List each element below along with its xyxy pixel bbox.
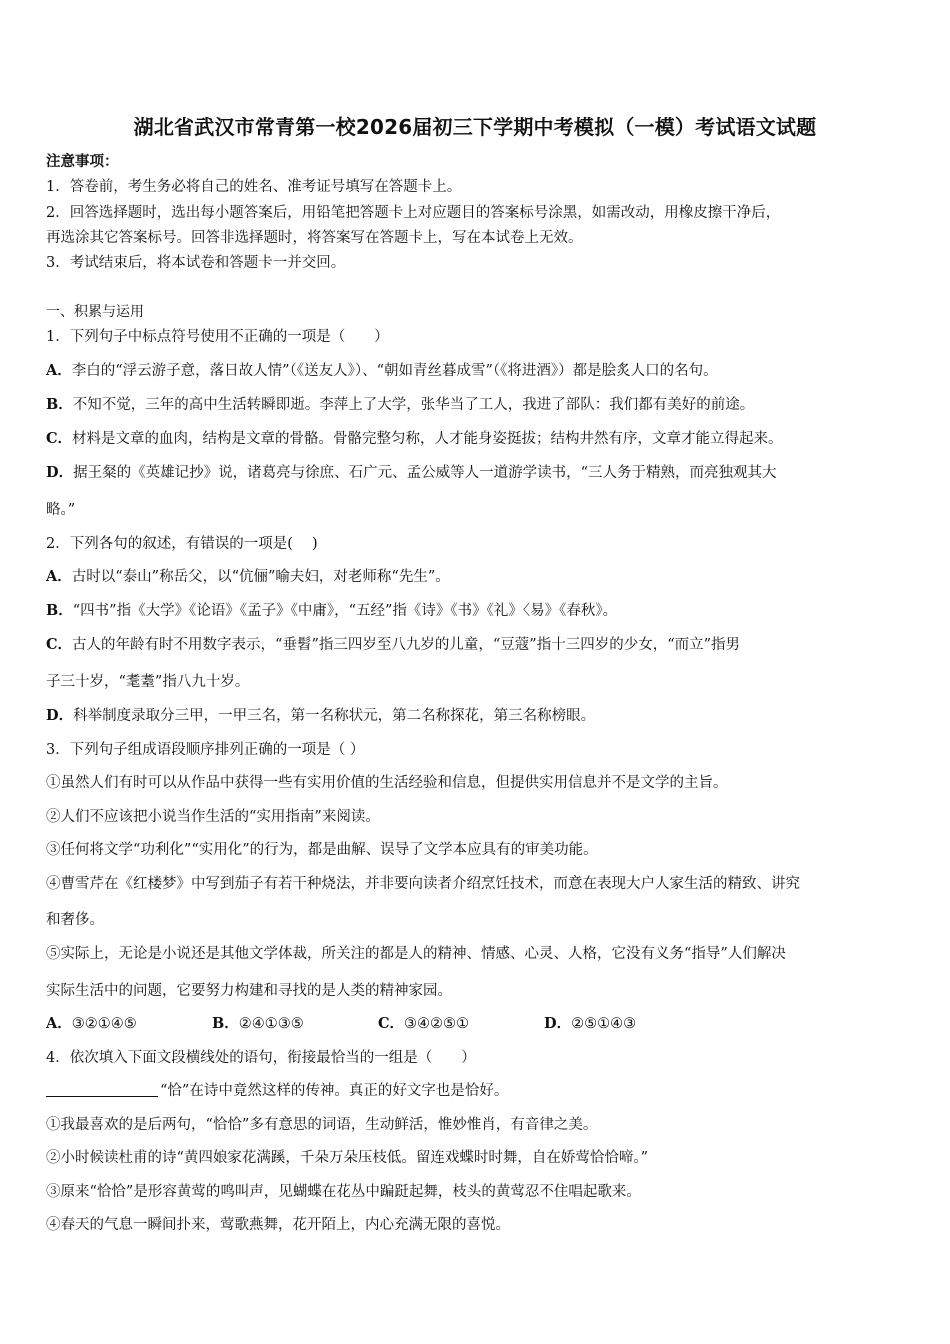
notice-item-2: 2．回答选择题时，选出每小题答案后，用铅笔把答题卡上对应题目的答案标号涂黑，如需改动，用橡皮擦干净后， [46,205,781,221]
q3-option-c [378,1014,544,1034]
q3-option-a [46,1014,212,1034]
notice-item-3: 3．考试结束后，将本试卷和答题卡一并交回。 [46,255,346,271]
option-text: ②④①③⑤ [238,1016,304,1032]
option-text: ②⑤①④③ [571,1016,637,1032]
section-heading: 一、积累与运用 [46,304,144,320]
page-title: 湖北省武汉市常青第一校2026届初三下学期中考模拟（一模）考试语文试题 [133,115,817,139]
q1-stem: 1．下列句子中标点符号使用不正确的一项是（ ） [46,329,389,345]
option-label: D． [46,707,74,724]
option-label: B． [46,602,73,619]
q4-stem: 4．依次填入下面文段横线处的语句，衔接最恰当的一组是（ ） [46,1050,476,1066]
q3-option-b [212,1014,378,1034]
option-text: 古时以“泰山”称岳父，以“伉俪”喻夫妇，对老师称“先生”。 [71,569,450,585]
q2-option-b [46,601,908,621]
option-text: 古人的年龄有时不用数字表示，“垂髫”指三四岁至八九岁的儿童，“豆蔻”指十三四岁的少女，“而立”指男 [72,637,741,653]
q4-sentence-1: ①我最喜欢的是后两句，“恰恰”多有意思的词语，生动鲜活，惟妙惟肖，有音律之美。 [46,1117,598,1133]
option-label: B． [46,396,73,413]
notice-heading: 注意事项： [46,153,119,170]
q1-option-d-cont: 略。” [46,502,76,518]
q3-stem: 3．下列句子组成语段顺序排列正确的一项是（ ） [46,742,365,758]
q4-sentence-4: ④春天的气息一瞬间扑来，莺歌燕舞，花开陌上，内心充满无限的喜悦。 [46,1217,510,1233]
q3-sentence-5: ⑤实际上，无论是小说还是其他文学体裁，所关注的都是人的精神、情感、心灵、人格，它没有义务“指导”人们解决 [46,946,786,962]
option-label: C． [46,430,73,447]
option-text: 李白的“浮云游子意，落日故人情”（《送友人》）、“朝如青丝暮成雪”（《将进酒》）都是脍炙人口的名句。 [71,363,718,379]
option-label: A． [46,1015,72,1032]
q4-sentence-2: ②小时候读杜甫的诗“黄四娘家花满蹊，千朵万朵压枝低。留连戏蝶时时舞，自在娇莺恰恰啼。” [46,1150,649,1166]
q3-sentence-4-cont: 和奢侈。 [46,912,104,928]
q2-option-c-cont: 子三十岁，“耄耋”指八九十岁。 [46,674,250,690]
option-label: B． [212,1015,239,1032]
option-label: C． [46,636,73,653]
q1-option-b [46,395,908,415]
q2-option-a [46,567,908,587]
option-text: ③②①④⑤ [71,1016,137,1032]
q1-option-a [46,361,908,381]
notice-item-1: 1．答卷前，考生务必将自己的姓名、准考证号填写在答题卡上。 [46,179,462,195]
option-text: 据王粲的《英雄记抄》说，诸葛亮与徐庶、石广元、孟公威等人一道游学读书，“三人务于精熟，而亮独观其大 [73,465,777,481]
q4-passage [46,1081,908,1101]
q3-options [46,1014,908,1034]
q3-sentence-1: ①虽然人们有时可以从作品中获得一些有实用价值的生活经验和信息，但提供实用信息并不是文学的主旨。 [46,775,728,791]
option-text: 不知不觉，三年的高中生活转瞬即逝。李萍上了大学，张华当了工人，我进了部队：我们都有美好的前途。 [72,397,755,413]
q1-option-d [46,463,908,483]
q3-option-d [544,1014,710,1034]
q2-option-d [46,706,908,726]
q4-sentence-3: ③原来“恰恰”是形容黄莺的鸣叫声，见蝴蝶在花丛中蹁跹起舞，枝头的黄莺忍不住唱起歌来。 [46,1184,641,1200]
q3-sentence-2: ②人们不应该把小说当作生活的“实用指南”来阅读。 [46,809,380,825]
q3-sentence-4: ④曹雪芹在《红楼梦》中写到茄子有若干种烧法，并非要向读者介绍烹饪技术，而意在表现大户人家生活的精致、讲究 [46,876,800,892]
q2-stem: 2．下列各句的叙述，有错误的一项是( ) [46,536,318,552]
passage-text: “恰”在诗中竟然这样的传神。真正的好文字也是恰好。 [160,1083,509,1099]
notice-item-2-cont: 再选涂其它答案标号。回答非选择题时，将答案写在答题卡上，写在本试卷上无效。 [46,230,583,246]
option-label: A． [46,568,72,585]
option-label: C． [378,1015,405,1032]
q3-sentence-3: ③任何将文学“功利化”“实用化”的行为，都是曲解、误导了文学本应具有的审美功能。 [46,842,598,858]
option-text: 科举制度录取分三甲，一甲三名，第一名称状元，第二名称探花，第三名称榜眼。 [73,708,596,724]
option-label: D． [544,1015,572,1032]
fill-blank [46,1082,158,1097]
option-label: A． [46,362,72,379]
q2-option-c [46,635,908,655]
option-text: ③④②⑤① [404,1016,470,1032]
q1-option-c [46,429,908,449]
option-text: 材料是文章的血肉，结构是文章的骨骼。骨骼完整匀称，人才能身姿挺拔；结构井然有序，文章才能立得起来。 [72,431,783,447]
option-text: “四书”指《大学》《论语》《孟子》《中庸》，“五经”指《诗》《书》《礼》〈易》《春秋》。 [72,603,618,619]
q3-sentence-5-cont: 实际生活中的问题，它要努力构建和寻找的是人类的精神家园。 [46,983,452,999]
option-label: D． [46,464,74,481]
